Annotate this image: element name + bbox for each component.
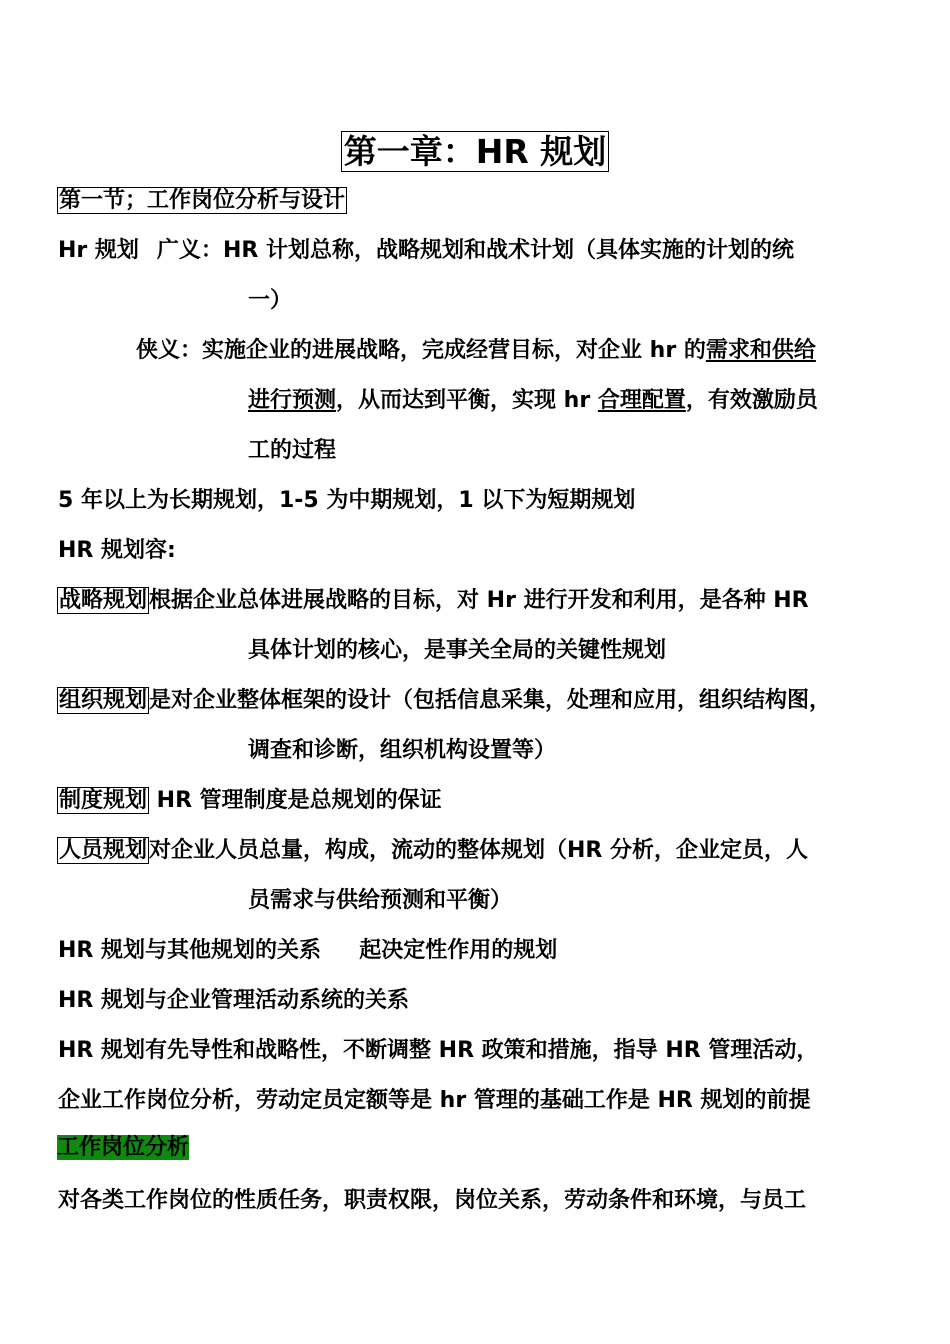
plan-text: 是对企业整体框架的设计（包括信息采集，处理和应用，组织结构图， xyxy=(149,688,832,713)
definition-narrow-cont2 xyxy=(248,436,336,466)
definition-broad-cont xyxy=(248,286,292,316)
plan-item-organization xyxy=(57,686,831,716)
chapter-title: 第一章：HR 规划 xyxy=(341,131,610,172)
job-analysis-heading: 工作岗位分析 xyxy=(57,1135,190,1160)
plan-item-personnel-cont: 员需求与供给预测和平衡） xyxy=(248,888,513,913)
planning-periods: 5 年以上为长期规划，1-5 为中期规划，1 以下为短期规划 xyxy=(58,488,636,513)
definition-narrow xyxy=(136,336,816,366)
plan-item-personnel xyxy=(57,836,808,866)
plan-label: 组织规划 xyxy=(59,688,148,713)
relation-line: HR 规划有先导性和战略性，不断调整 HR 政策和措施，指导 HR 管理活动， xyxy=(58,1038,819,1063)
definition-broad xyxy=(58,236,794,266)
broad-text-cont: 一） xyxy=(248,288,293,313)
definition-narrow-cont xyxy=(248,386,818,416)
content-heading: HR 规划容: xyxy=(58,538,176,563)
plan-item-system xyxy=(57,786,442,816)
definition-term: Hr 规划 xyxy=(58,238,139,263)
relation-line: HR 规划与企业管理活动系统的关系 xyxy=(58,988,410,1013)
narrow-text: 工的过程 xyxy=(248,438,337,463)
relation-line: HR 规划与其他规划的关系 起决定性作用的规划 xyxy=(58,938,558,963)
underlined-term: 进行预测 xyxy=(248,388,337,413)
plan-text: 对企业人员总量，构成，流动的整体规划（HR 分析，企业定员，人 xyxy=(149,838,809,863)
plan-label: 人员规划 xyxy=(59,838,148,863)
plan-text: HR 管理制度是总规划的保证 xyxy=(149,788,442,813)
broad-text: HR 计划总称，战略规划和战术计划（具体实施的计划的统 xyxy=(222,238,794,263)
narrow-label: 侠义： xyxy=(136,338,203,363)
narrow-text: 实施企业的进展战略，完成经营目标，对企业 hr 的 xyxy=(202,338,706,363)
section-heading-row xyxy=(57,186,347,216)
plan-label: 制度规划 xyxy=(59,788,148,813)
job-analysis-text: 对各类工作岗位的性质任务，职责权限，岗位关系，劳动条件和环境，与员工 xyxy=(58,1188,807,1213)
narrow-text: ，有效激励员 xyxy=(685,388,818,413)
job-analysis-heading-row xyxy=(57,1133,189,1163)
chapter-title-row xyxy=(0,131,950,173)
underlined-term: 需求和供给 xyxy=(705,338,816,363)
section-heading: 第一节；工作岗位分析与设计 xyxy=(59,188,346,213)
plan-item-strategic xyxy=(57,586,809,616)
underlined-term: 合理配置 xyxy=(597,388,686,413)
broad-label: 广义： xyxy=(156,238,223,263)
relation-line: 企业工作岗位分析，劳动定员定额等是 hr 管理的基础工作是 HR 规划的前提 xyxy=(58,1088,811,1113)
plan-item-organization-cont: 调查和诊断，组织机构设置等） xyxy=(248,738,557,763)
plan-label: 战略规划 xyxy=(59,588,148,613)
narrow-text: ，从而达到平衡，实现 hr xyxy=(336,388,598,413)
plan-item-strategic-cont: 具体计划的核心，是事关全局的关键性规划 xyxy=(248,638,667,663)
plan-text: 根据企业总体进展战略的目标，对 Hr 进行开发和利用，是各种 HR xyxy=(149,588,809,613)
